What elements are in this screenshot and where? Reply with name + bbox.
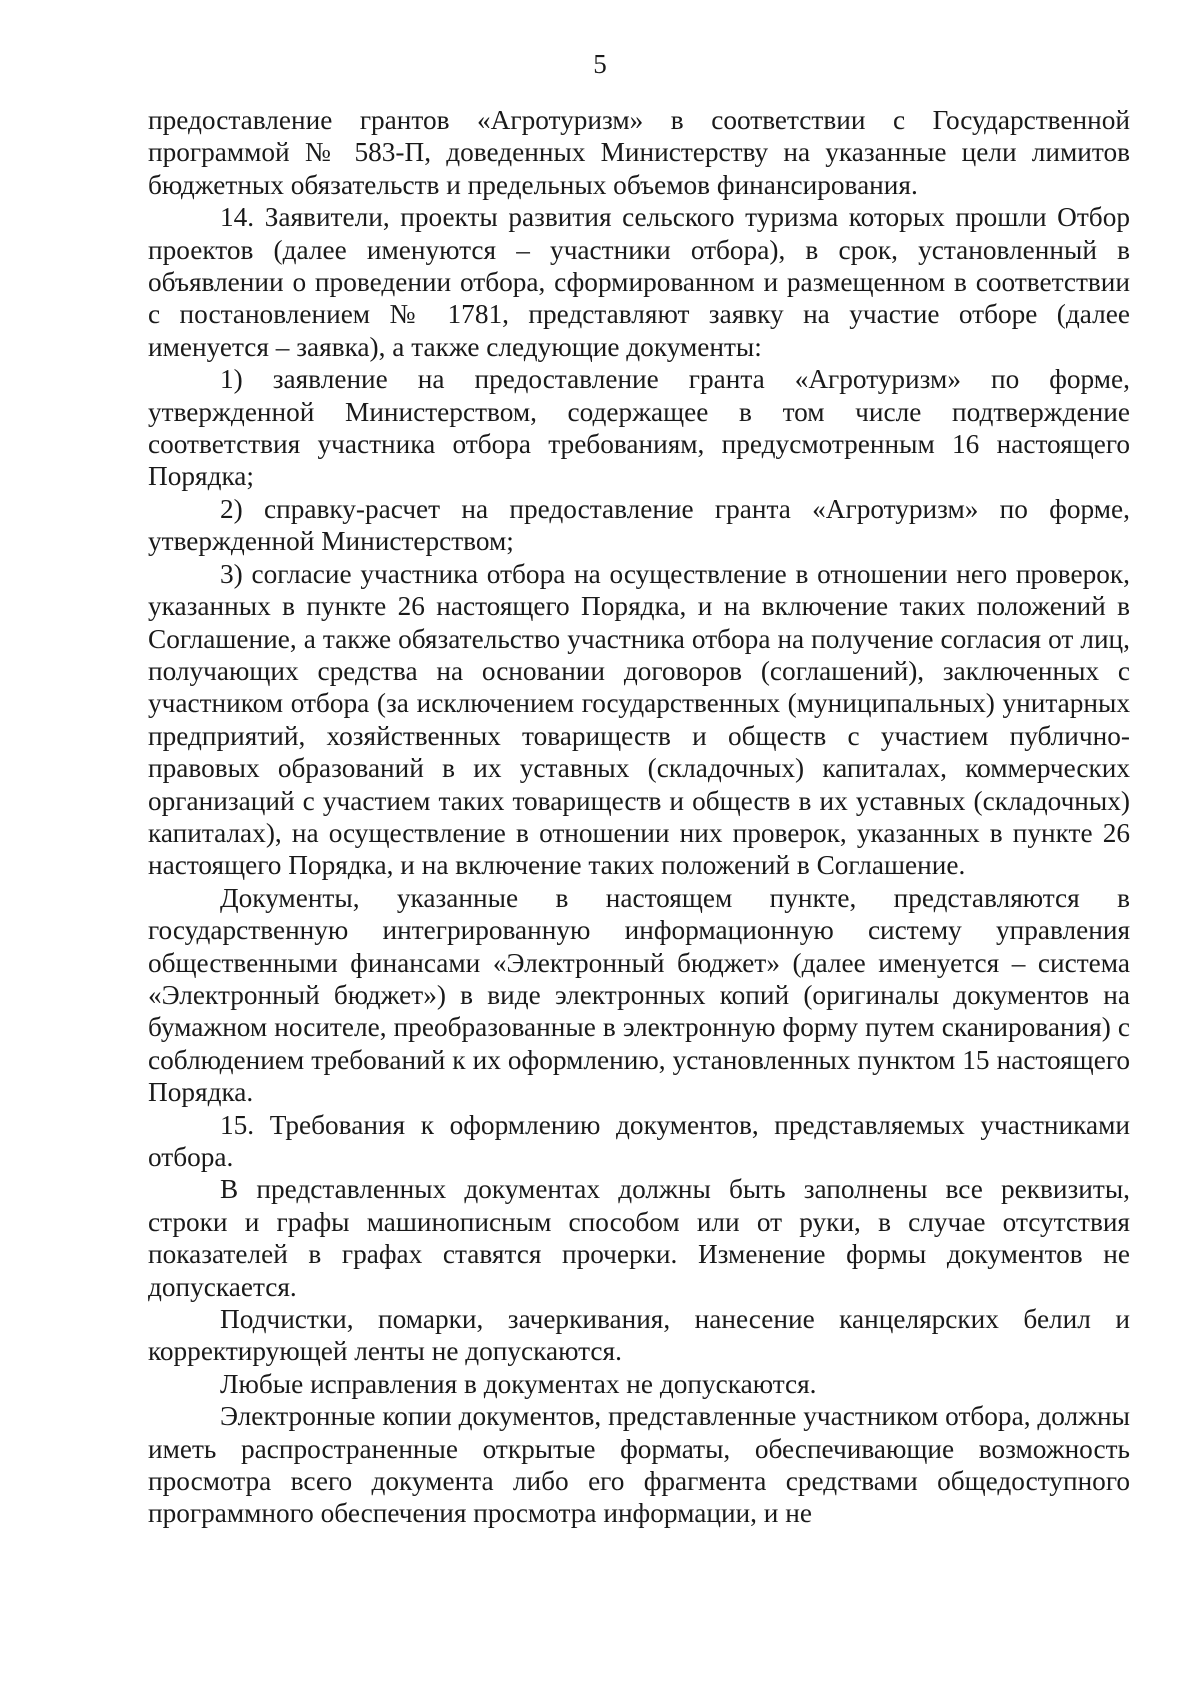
paragraph-continuation: предоставление грантов «Агротуризм» в соответствии с Государственной программой № 583-П, доведенных Министерству на указанные цели лимитов бюджетных обязательств и предельных объемов финансирования.	[148, 105, 1130, 200]
paragraph-clause-15: 15. Требования к оформлению документов, представляемых участниками отбора.	[148, 1109, 1130, 1172]
list-item-2: 2) справку-расчет на предоставление гранта «Агротуризм» по форме, утвержденной Министерством;	[148, 493, 1130, 557]
paragraph-documents-submission: Документы, указанные в настоящем пункте, представляются в государственную интегрированную информационную систему управления общественными финансами «Электронный бюджет» (далее именуется – система «Электронный бюджет») в виде электронных копий (оригиналы документов на бумажном носителе, преобразованные в электронную форму путем сканирования) с соблюдением требований к их оформлению, установленных пунктом 15 настоящего Порядка.	[148, 882, 1130, 1108]
page-number: 5	[593, 49, 607, 79]
paragraph-no-corrections: Любые исправления в документах не допускаются.	[220, 1368, 817, 1399]
document-body	[148, 104, 1130, 1530]
list-item-3: 3) согласие участника отбора на осуществление в отношении него проверок, указанных в пункте 26 настоящего Порядка, и на включение таких положений в Соглашение, а также обязательство участника отбора на получение согласия от лиц, получающих средства на основании договоров (соглашений), заключенных с участником отбора (за исключением государственных (муниципальных) унитарных предприятий, хозяйственных товариществ и обществ с участием публично-правовых образований в их уставных (складочных) капиталах, коммерческих организаций с участием таких товариществ и обществ в их уставных (складочных) капиталах), на осуществление в отношении них проверок, указанных в пункте 26 настоящего Порядка, и на включение таких положений в Соглашение.	[148, 558, 1130, 881]
paragraph-clause-14: 14. Заявители, проекты развития сельского туризма которых прошли Отбор проектов (далее именуются – участники отбора), в срок, установленный в объявлении о проведении отбора, сформированном и размещенном в соответствии с постановлением № 1781, представляют заявку на участие отборе (далее именуется – заявка), а также следующие документы:	[148, 202, 1130, 362]
paragraph-electronic-copies: Электронные копии документов, представленные участником отбора, должны иметь распространенные открытые форматы, обеспечивающие возможность просмотра всего документа либо его фрагмента средствами общедоступного программного обеспечения просмотра информации, и не	[148, 1401, 1130, 1529]
paragraph-no-erasures: Подчистки, помарки, зачеркивания, нанесение канцелярских белил и корректирующей ленты не допускаются.	[148, 1304, 1130, 1367]
list-item-1: 1) заявление на предоставление гранта «Агротуризм» по форме, утвержденной Министерством, содержащее в том числе подтверждение соответствия участника отбора требованиям, предусмотренным 16 настоящего Порядка;	[148, 364, 1130, 492]
paragraph-fill-requirements: В представленных документах должны быть заполнены все реквизиты, строки и графы машинописным способом или от руки, в случае отсутствия показателей в графах ставятся прочерки. Изменение формы документов не допускается.	[148, 1174, 1130, 1302]
